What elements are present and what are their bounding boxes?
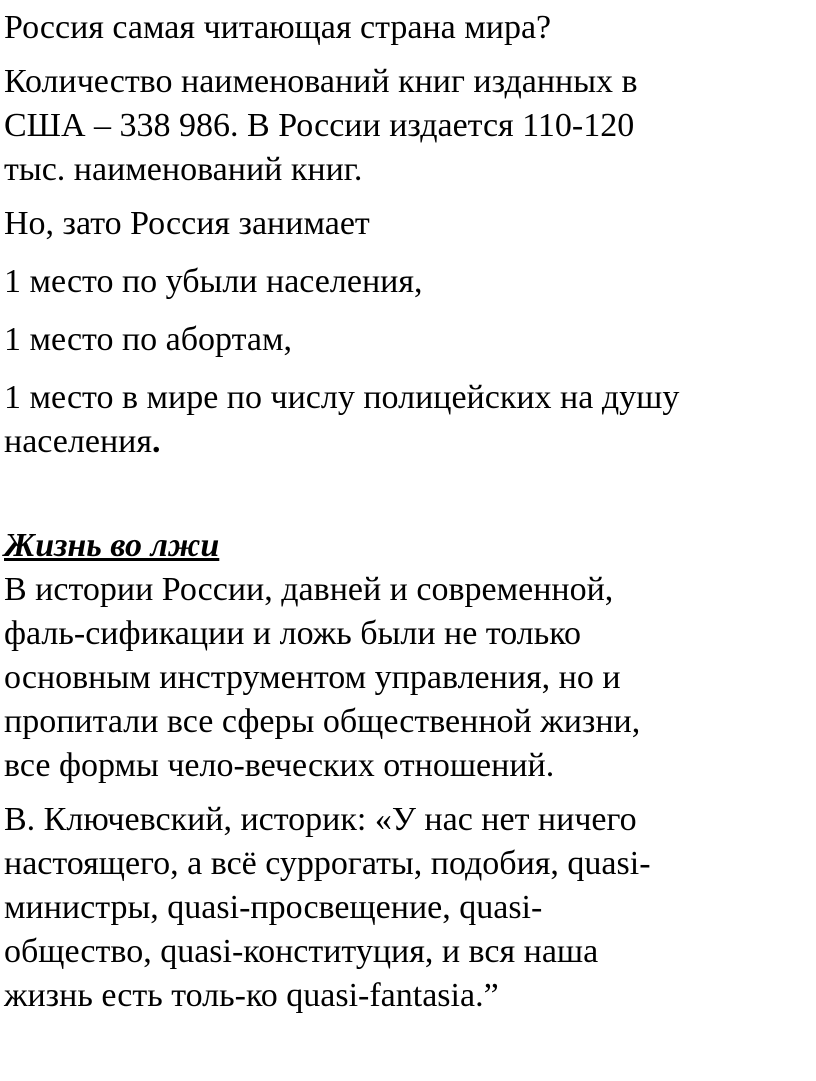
text-line: Количество наименований книг изданных в [4, 63, 638, 100]
but-line: Но, зато Россия занимает [4, 205, 370, 242]
history-paragraph [4, 568, 814, 788]
quote-paragraph [4, 798, 814, 1018]
text-line: пропитали все сферы общественной жизни, [4, 703, 641, 740]
section-heading: Жизнь во лжи [4, 527, 220, 564]
text-line: фаль-сификации и ложь были не только [4, 615, 582, 652]
text-line: В. Ключевский, историк: «У нас нет ничего [4, 801, 637, 838]
ranking-item: 1 место по абортам, [4, 321, 292, 358]
books-paragraph [4, 60, 814, 192]
ranking-item-last-text: населения [4, 423, 152, 460]
text-line: министры, quasi-просвещение, quasi- [4, 889, 543, 926]
ranking-item-last-dot: . [151, 423, 161, 460]
text-line: жизнь есть толь-ко quasi-fantasia.” [4, 977, 499, 1014]
ranking-list [4, 260, 814, 464]
text-line: настоящего, а всё суррогаты, подобия, quasi- [4, 845, 651, 882]
text-line: основным инструментом управления, но и [4, 659, 621, 696]
ranking-item-continuation [4, 420, 814, 464]
text-line: тыс. наименований книг. [4, 151, 363, 188]
ranking-item: 1 место в мире по числу полицейских на душу [4, 379, 680, 416]
text-line: США – 338 986. В России издается 110-120 [4, 107, 635, 144]
document-page [4, 6, 814, 1018]
text-line: общество, quasi-конституция, и вся наша [4, 933, 599, 970]
ranking-item: 1 место по убыли населения, [4, 263, 423, 300]
page-title: Россия самая читающая страна мира? [4, 9, 552, 46]
text-line: В истории России, давней и современной, [4, 571, 614, 608]
text-line: все формы чело-веческих отношений. [4, 747, 555, 784]
